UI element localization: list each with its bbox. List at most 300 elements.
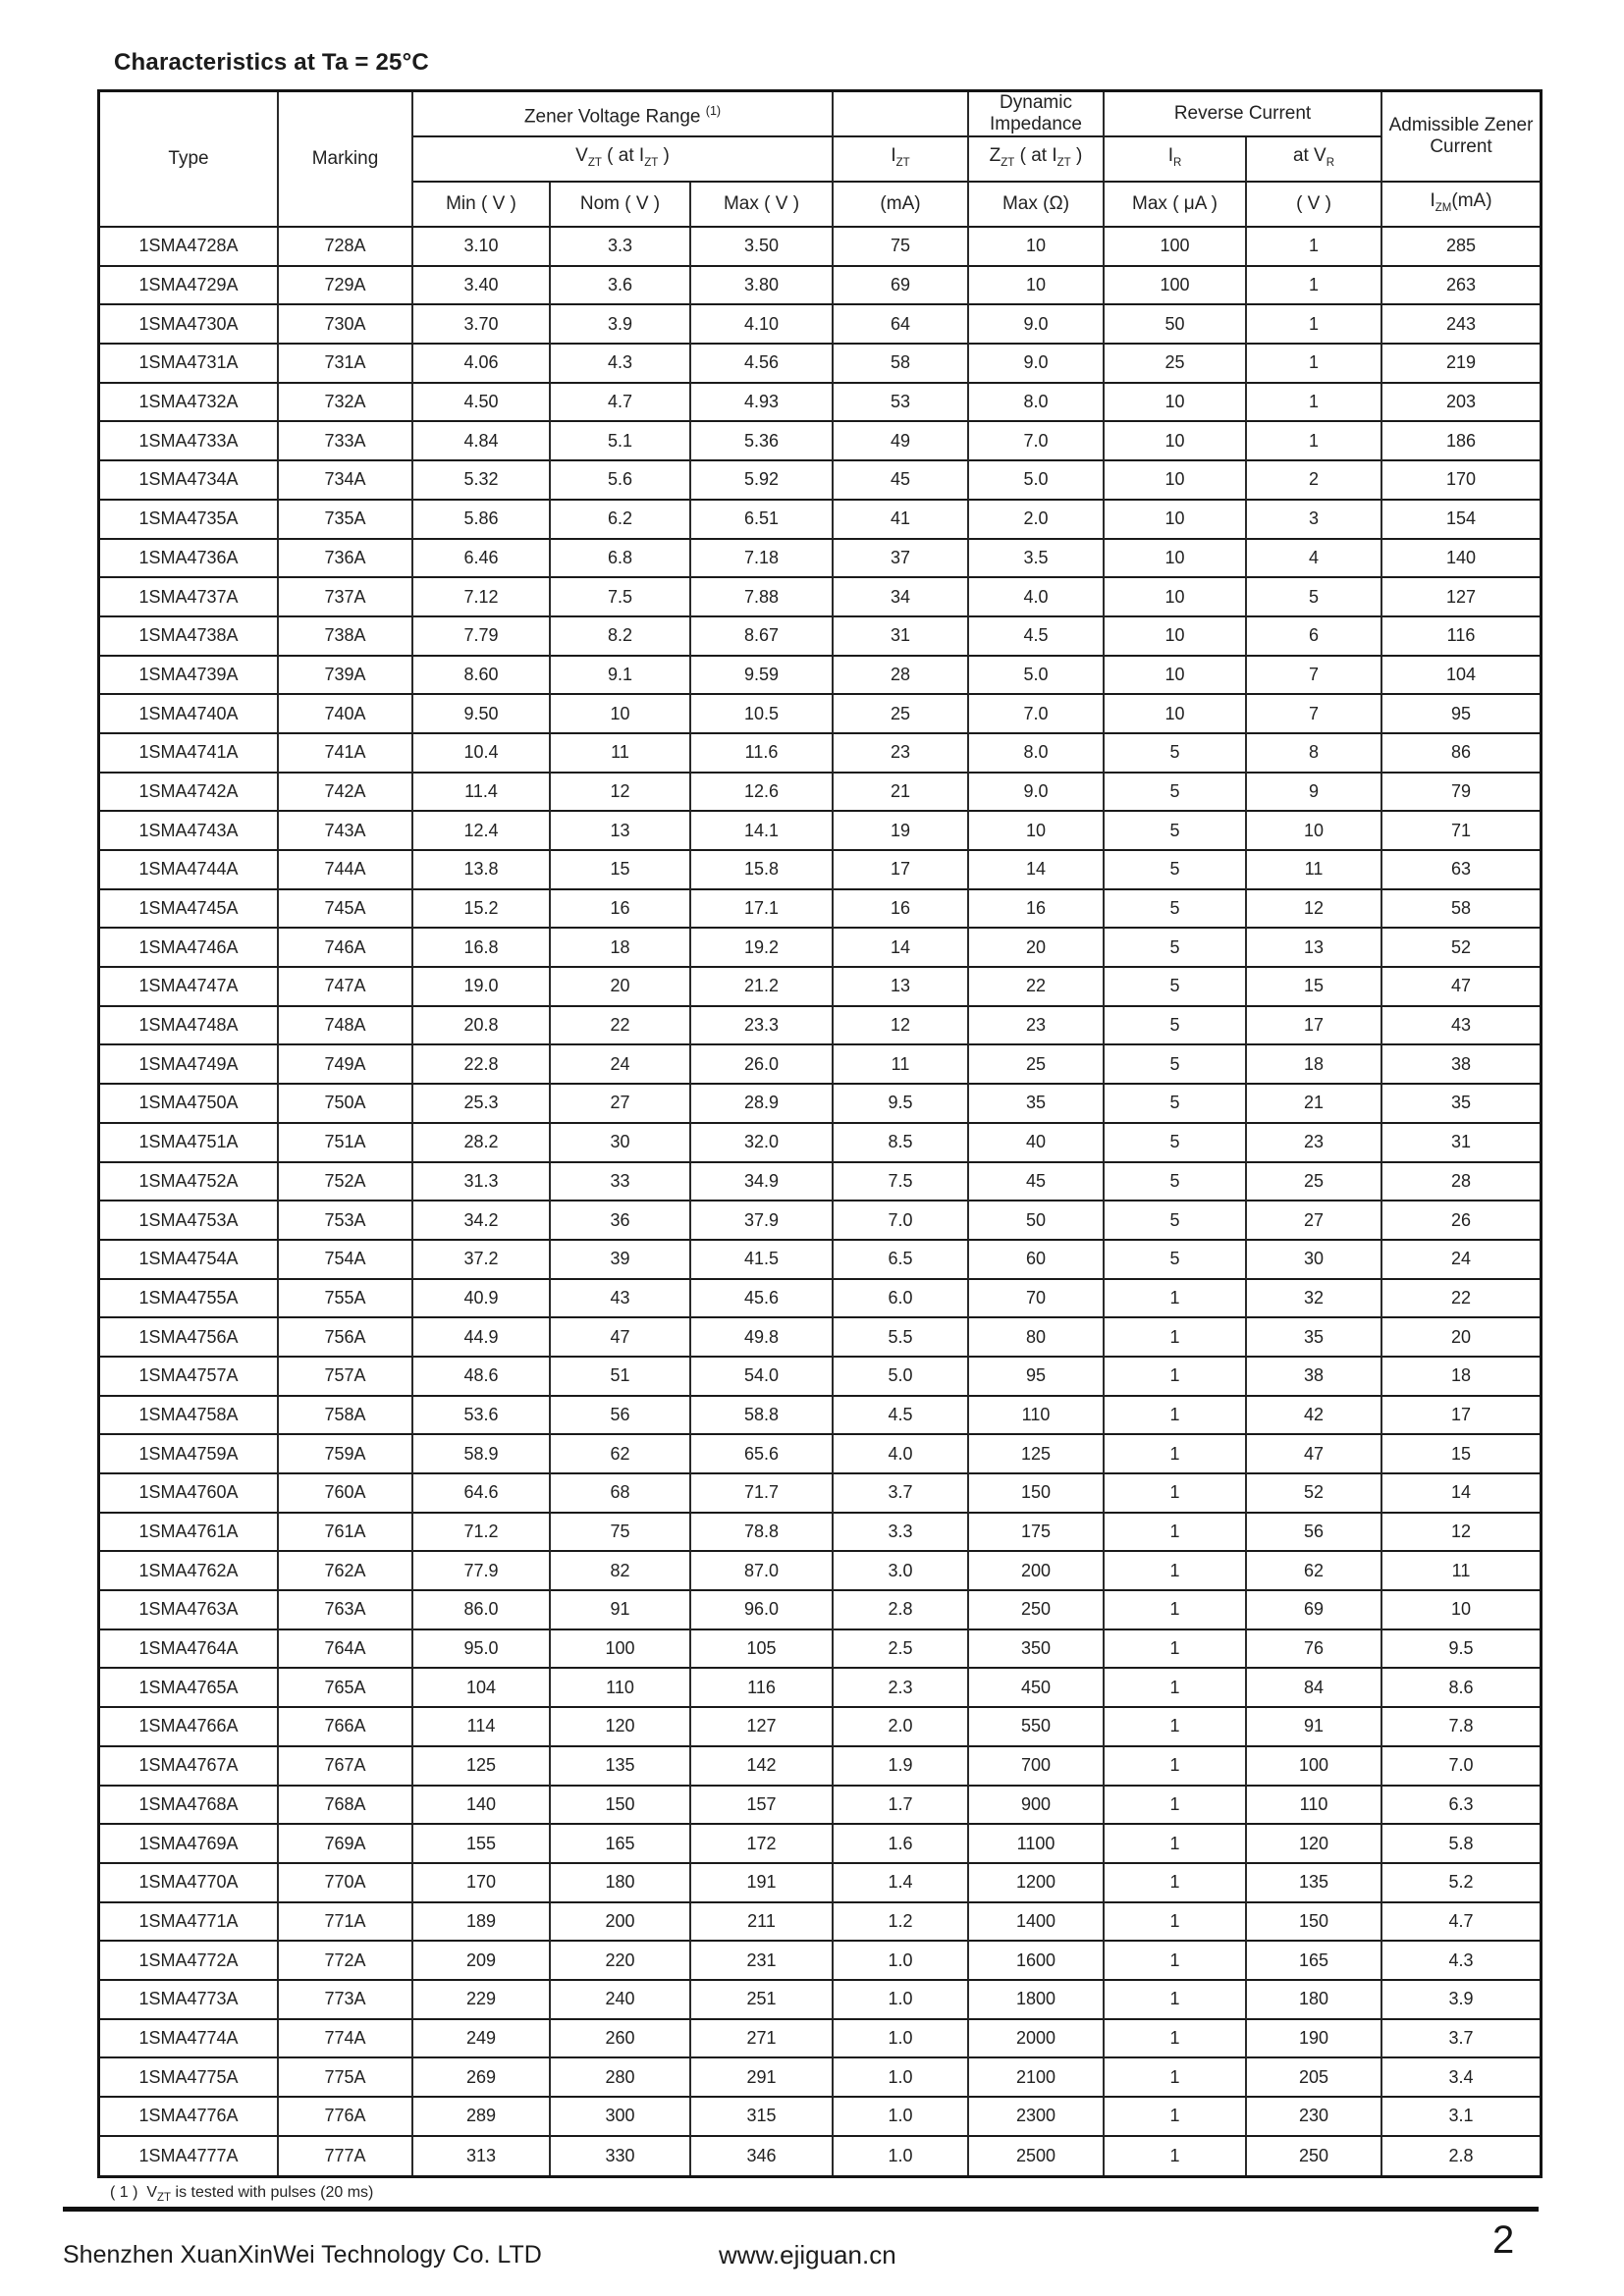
table-cell: 47 (551, 1318, 691, 1358)
table-cell: 21 (834, 774, 969, 813)
table-cell: 155 (413, 1825, 551, 1864)
table-cell: 450 (969, 1669, 1105, 1708)
table-cell: 5 (1105, 890, 1247, 930)
table-cell: 1.0 (834, 1981, 969, 2020)
table-cell: 110 (551, 1669, 691, 1708)
table-cell: 104 (1382, 657, 1540, 696)
table-cell: 48.6 (413, 1358, 551, 1397)
table-cell: 17 (1382, 1397, 1540, 1436)
table-cell: 10 (551, 695, 691, 734)
table-cell: 32.0 (691, 1124, 834, 1163)
table-row (100, 1669, 1540, 1708)
table-cell: 12 (551, 774, 691, 813)
table-cell: 58 (834, 345, 969, 384)
table-cell: 32 (1247, 1280, 1382, 1319)
table-cell: 11 (1382, 1552, 1540, 1591)
table-cell: 249 (413, 2020, 551, 2059)
table-cell: 21 (1247, 1085, 1382, 1124)
table-cell: 269 (413, 2058, 551, 2098)
header-zener-voltage-range (413, 92, 834, 137)
table-cell: 36 (551, 1201, 691, 1241)
table-cell: 777A (279, 2137, 413, 2176)
table-cell: 87.0 (691, 1552, 834, 1591)
table-cell: 12 (1382, 1514, 1540, 1553)
table-cell: 765A (279, 1669, 413, 1708)
table-cell: 25 (834, 695, 969, 734)
table-cell: 14 (834, 929, 969, 968)
table-cell: 1 (1105, 1747, 1247, 1787)
table-cell: 8.2 (551, 617, 691, 657)
table-cell: 291 (691, 2058, 834, 2098)
table-cell: 110 (1247, 1787, 1382, 1826)
table-cell: 743A (279, 812, 413, 851)
table-cell: 1SMA4734A (100, 461, 279, 501)
table-cell: 731A (279, 345, 413, 384)
table-cell: 58.8 (691, 1397, 834, 1436)
table-row (100, 228, 1540, 267)
table-cell: 1.0 (834, 2058, 969, 2098)
subscript: ZT (587, 156, 602, 169)
table-cell: 5 (1105, 1163, 1247, 1202)
table-cell: 4.84 (413, 422, 551, 461)
table-cell: 1 (1105, 1514, 1247, 1553)
header-vzt (413, 137, 834, 183)
header-izt-unit: (mA) (834, 183, 969, 228)
table-cell: 43 (551, 1280, 691, 1319)
table-cell: 75 (551, 1514, 691, 1553)
table-cell: 22 (1382, 1280, 1540, 1319)
table-cell: 1.0 (834, 2098, 969, 2137)
table-cell: 7.12 (413, 578, 551, 617)
table-cell: 15 (1247, 968, 1382, 1007)
table-cell: 150 (551, 1787, 691, 1826)
table-cell: 4.0 (969, 578, 1105, 617)
table-cell: 11 (551, 734, 691, 774)
table-row (100, 305, 1540, 345)
table-cell: 1SMA4753A (100, 1201, 279, 1241)
table-cell: 740A (279, 695, 413, 734)
table-cell: 31 (834, 617, 969, 657)
table-cell: 746A (279, 929, 413, 968)
table-cell: 1SMA4767A (100, 1747, 279, 1787)
table-cell: 50 (969, 1201, 1105, 1241)
table-cell: 9 (1247, 774, 1382, 813)
table-cell: 1100 (969, 1825, 1105, 1864)
table-cell: 13 (1247, 929, 1382, 968)
table-cell: 734A (279, 461, 413, 501)
table-cell: 96.0 (691, 1591, 834, 1630)
table-cell: 16 (969, 890, 1105, 930)
footnote-text: is tested with pulses (20 ms) (171, 2184, 374, 2202)
table-cell: 1SMA4777A (100, 2137, 279, 2176)
table-cell: 3 (1247, 501, 1382, 540)
table-row (100, 2098, 1540, 2137)
table-cell: 127 (691, 1708, 834, 1747)
table-cell: 31 (1382, 1124, 1540, 1163)
table-cell: 744A (279, 851, 413, 890)
header-nom-v: Nom ( V ) (551, 183, 691, 228)
table-row (100, 1514, 1540, 1553)
header-dynamic-impedance: Dynamic Impedance (969, 92, 1105, 137)
table-cell: 13.8 (413, 851, 551, 890)
table-cell: 91 (551, 1591, 691, 1630)
table-cell: 773A (279, 1981, 413, 2020)
table-cell: 7.5 (551, 578, 691, 617)
table-cell: 6.51 (691, 501, 834, 540)
header-izm (1382, 183, 1540, 228)
table-cell: 3.10 (413, 228, 551, 267)
table-cell: 1SMA4746A (100, 929, 279, 968)
table-row (100, 968, 1540, 1007)
table-row (100, 1747, 1540, 1787)
table-cell: 735A (279, 501, 413, 540)
table-cell: 250 (1247, 2137, 1382, 2176)
table-cell: 154 (1382, 501, 1540, 540)
table-row (100, 1825, 1540, 1864)
table-cell: 346 (691, 2137, 834, 2176)
table-cell: 1 (1105, 1280, 1247, 1319)
table-cell: 6.5 (834, 1241, 969, 1280)
table-cell: 772A (279, 1942, 413, 1981)
table-cell: 350 (969, 1630, 1105, 1670)
subscript: ZT (1056, 156, 1071, 169)
table-cell: 1SMA4749A (100, 1045, 279, 1085)
table-row (100, 1981, 1540, 2020)
header-zvr-text: Zener Voltage Range (523, 106, 706, 128)
header-type: Type (100, 92, 279, 228)
table-cell: 271 (691, 2020, 834, 2059)
table-cell: 1SMA4739A (100, 657, 279, 696)
table-cell: 747A (279, 968, 413, 1007)
table-cell: 1.9 (834, 1747, 969, 1787)
table-cell: 1.7 (834, 1787, 969, 1826)
table-row (100, 1552, 1540, 1591)
table-cell: 5.1 (551, 422, 691, 461)
table-row (100, 890, 1540, 930)
table-cell: 5 (1105, 734, 1247, 774)
table-cell: 17.1 (691, 890, 834, 930)
table-cell: 7 (1247, 695, 1382, 734)
table-cell: 38 (1247, 1358, 1382, 1397)
table-cell: 3.7 (1382, 2020, 1540, 2059)
table-cell: 14 (969, 851, 1105, 890)
table-row (100, 1864, 1540, 1903)
subscript: ZT (1001, 156, 1015, 169)
table-cell: 1.6 (834, 1825, 969, 1864)
table-cell: 45 (834, 461, 969, 501)
characteristics-table-frame (97, 89, 1543, 2178)
table-cell: 3.1 (1382, 2098, 1540, 2137)
table-cell: 1800 (969, 1981, 1105, 2020)
table-row (100, 1280, 1540, 1319)
table-row (100, 267, 1540, 306)
table-row (100, 1318, 1540, 1358)
table-cell: 758A (279, 1397, 413, 1436)
table-cell: 2.8 (834, 1591, 969, 1630)
table-row (100, 1630, 1540, 1670)
table-cell: 700 (969, 1747, 1105, 1787)
table-cell: 5 (1105, 929, 1247, 968)
table-cell: 28 (1382, 1163, 1540, 1202)
table-cell: 3.9 (1382, 1981, 1540, 2020)
table-cell: 4.5 (834, 1397, 969, 1436)
table-cell: 8.0 (969, 384, 1105, 423)
table-cell: 7.0 (969, 422, 1105, 461)
table-cell: 170 (413, 1864, 551, 1903)
table-row (100, 1435, 1540, 1474)
table-cell: 7.88 (691, 578, 834, 617)
table-cell: 110 (969, 1397, 1105, 1436)
table-cell: 10 (1105, 422, 1247, 461)
table-cell: 730A (279, 305, 413, 345)
table-cell: 63 (1382, 851, 1540, 890)
table-cell: 10 (969, 267, 1105, 306)
table-cell: 10 (1247, 812, 1382, 851)
table-cell: 280 (551, 2058, 691, 2098)
footnote (110, 2184, 1543, 2204)
subscript: ZM (1435, 201, 1452, 214)
table-row (100, 578, 1540, 617)
table-cell: 757A (279, 1358, 413, 1397)
table-cell: 763A (279, 1591, 413, 1630)
table-cell: 5 (1105, 1241, 1247, 1280)
table-cell: 34.9 (691, 1163, 834, 1202)
table-cell: 4.06 (413, 345, 551, 384)
table-cell: 6.46 (413, 540, 551, 579)
table-cell: 6 (1247, 617, 1382, 657)
table-cell: 1 (1105, 2020, 1247, 2059)
table-cell: 150 (969, 1474, 1105, 1514)
table-cell: 27 (1247, 1201, 1382, 1241)
table-cell: 28 (834, 657, 969, 696)
table-cell: 1SMA4755A (100, 1280, 279, 1319)
table-cell: 19.2 (691, 929, 834, 968)
table-row (100, 1007, 1540, 1046)
table-cell: 1SMA4762A (100, 1552, 279, 1591)
header-max-v: Max ( V ) (691, 183, 834, 228)
header-izt (834, 137, 969, 183)
table-row (100, 384, 1540, 423)
table-cell: 7.0 (834, 1201, 969, 1241)
table-cell: 1SMA4754A (100, 1241, 279, 1280)
table-cell: 39 (551, 1241, 691, 1280)
table-cell: 764A (279, 1630, 413, 1670)
table-cell: 3.4 (1382, 2058, 1540, 2098)
table-cell: 1SMA4757A (100, 1358, 279, 1397)
table-cell: 52 (1382, 929, 1540, 968)
table-cell: 16 (551, 890, 691, 930)
table-cell: 200 (969, 1552, 1105, 1591)
table-cell: 49.8 (691, 1318, 834, 1358)
table-cell: 17 (834, 851, 969, 890)
table-row (100, 1201, 1540, 1241)
table-row (100, 1903, 1540, 1943)
table-cell: 78.8 (691, 1514, 834, 1553)
table-cell: 65.6 (691, 1435, 834, 1474)
table-cell: 1 (1105, 1358, 1247, 1397)
table-cell: 10 (969, 228, 1105, 267)
table-cell: 135 (551, 1747, 691, 1787)
table-cell: 77.9 (413, 1552, 551, 1591)
table-cell: 1SMA4760A (100, 1474, 279, 1514)
table-cell: 70 (969, 1280, 1105, 1319)
table-cell: 11 (1247, 851, 1382, 890)
subscript: ZT (157, 2192, 172, 2205)
table-cell: 1.0 (834, 2020, 969, 2059)
table-cell: 251 (691, 1981, 834, 2020)
table-cell: 733A (279, 422, 413, 461)
table-cell: 13 (551, 812, 691, 851)
table-cell: 28.2 (413, 1124, 551, 1163)
table-cell: 231 (691, 1942, 834, 1981)
table-cell: 10.5 (691, 695, 834, 734)
footer-rule (63, 2207, 1539, 2212)
table-row (100, 617, 1540, 657)
table-cell: 190 (1247, 2020, 1382, 2059)
header-izm-text: (mA) (1451, 189, 1492, 211)
table-cell: 4.3 (1382, 1942, 1540, 1981)
table-cell: 24 (551, 1045, 691, 1085)
table-cell: 9.0 (969, 774, 1105, 813)
table-cell: 15 (1382, 1435, 1540, 1474)
table-cell: 140 (1382, 540, 1540, 579)
header-marking: Marking (279, 92, 413, 228)
table-cell: 68 (551, 1474, 691, 1514)
table-cell: 736A (279, 540, 413, 579)
table-cell: 62 (551, 1435, 691, 1474)
header-vr-unit: ( V ) (1247, 183, 1382, 228)
table-cell: 5 (1105, 774, 1247, 813)
table-cell: 28.9 (691, 1085, 834, 1124)
table-cell: 1 (1105, 1825, 1247, 1864)
table-cell: 315 (691, 2098, 834, 2137)
table-cell: 25 (1105, 345, 1247, 384)
page-title: Characteristics at Ta = 25°C (114, 49, 429, 76)
table-cell: 1SMA4768A (100, 1787, 279, 1826)
table-cell: 19 (834, 812, 969, 851)
table-cell: 18 (551, 929, 691, 968)
table-cell: 9.0 (969, 305, 1105, 345)
table-cell: 1SMA4761A (100, 1514, 279, 1553)
table-cell: 250 (969, 1591, 1105, 1630)
table-row (100, 1124, 1540, 1163)
table-cell: 17 (1247, 1007, 1382, 1046)
table-cell: 22 (969, 968, 1105, 1007)
characteristics-table (100, 92, 1540, 2175)
table-row (100, 1358, 1540, 1397)
table-cell: 550 (969, 1708, 1105, 1747)
footnote-text: ( 1 ) V (110, 2184, 158, 2202)
table-cell: 9.59 (691, 657, 834, 696)
table-row (100, 461, 1540, 501)
header-ir (1105, 137, 1247, 183)
table-cell: 22.8 (413, 1045, 551, 1085)
table-row (100, 851, 1540, 890)
table-cell: 1SMA4766A (100, 1708, 279, 1747)
table-cell: 37 (834, 540, 969, 579)
table-cell: 33 (551, 1163, 691, 1202)
table-cell: 44.9 (413, 1318, 551, 1358)
table-cell: 211 (691, 1903, 834, 1943)
table-cell: 1 (1105, 1435, 1247, 1474)
table-cell: 1200 (969, 1864, 1105, 1903)
header-vr-text: at V (1292, 144, 1326, 166)
table-row (100, 1942, 1540, 1981)
table-cell: 30 (1247, 1241, 1382, 1280)
table-cell: 1SMA4732A (100, 384, 279, 423)
header-zzt-unit: Max (Ω) (969, 183, 1105, 228)
table-cell: 1 (1105, 1630, 1247, 1670)
table-cell: 62 (1247, 1552, 1382, 1591)
table-cell: 3.50 (691, 228, 834, 267)
table-cell: 203 (1382, 384, 1540, 423)
table-cell: 1SMA4770A (100, 1864, 279, 1903)
table-cell: 1SMA4769A (100, 1825, 279, 1864)
table-cell: 104 (413, 1669, 551, 1708)
table-cell: 1 (1105, 2098, 1247, 2137)
table-cell: 25 (969, 1045, 1105, 1085)
table-cell: 14.1 (691, 812, 834, 851)
table-cell: 10 (1105, 617, 1247, 657)
table-row (100, 1397, 1540, 1436)
table-cell: 1 (1105, 1318, 1247, 1358)
table-cell: 172 (691, 1825, 834, 1864)
header-vzt-text: V (575, 144, 588, 166)
header-admissible-zener-current: Admissible Zener Current (1382, 92, 1540, 183)
table-row (100, 1163, 1540, 1202)
table-cell: 243 (1382, 305, 1540, 345)
table-cell: 5.0 (834, 1358, 969, 1397)
table-cell: 5 (1105, 968, 1247, 1007)
table-row (100, 1045, 1540, 1085)
table-cell: 1SMA4773A (100, 1981, 279, 2020)
table-cell: 13 (834, 968, 969, 1007)
table-cell: 40.9 (413, 1280, 551, 1319)
table-cell: 1SMA4744A (100, 851, 279, 890)
table-cell: 1 (1105, 2137, 1247, 2176)
table-cell: 1 (1105, 1669, 1247, 1708)
table-cell: 5.0 (969, 657, 1105, 696)
table-cell: 230 (1247, 2098, 1382, 2137)
table-cell: 263 (1382, 267, 1540, 306)
table-cell: 5.86 (413, 501, 551, 540)
table-cell: 742A (279, 774, 413, 813)
header-reverse-current: Reverse Current (1105, 92, 1382, 137)
table-cell: 1.0 (834, 1942, 969, 1981)
table-row (100, 1787, 1540, 1826)
table-cell: 770A (279, 1864, 413, 1903)
table-cell: 745A (279, 890, 413, 930)
table-cell: 3.9 (551, 305, 691, 345)
table-cell: 165 (551, 1825, 691, 1864)
table-cell: 35 (1247, 1318, 1382, 1358)
table-cell: 41 (834, 501, 969, 540)
table-cell: 56 (551, 1397, 691, 1436)
table-cell: 1SMA4758A (100, 1397, 279, 1436)
header-izm-text: I (1430, 189, 1435, 211)
table-cell: 1 (1105, 1903, 1247, 1943)
table-cell: 2000 (969, 2020, 1105, 2059)
table-cell: 80 (969, 1318, 1105, 1358)
table-cell: 1SMA4731A (100, 345, 279, 384)
header-vzt-text: ( at I (601, 144, 645, 166)
table-cell: 10 (1105, 540, 1247, 579)
table-cell: 755A (279, 1280, 413, 1319)
table-cell: 741A (279, 734, 413, 774)
table-cell: 5.5 (834, 1318, 969, 1358)
table-cell: 739A (279, 657, 413, 696)
table-cell: 120 (551, 1708, 691, 1747)
